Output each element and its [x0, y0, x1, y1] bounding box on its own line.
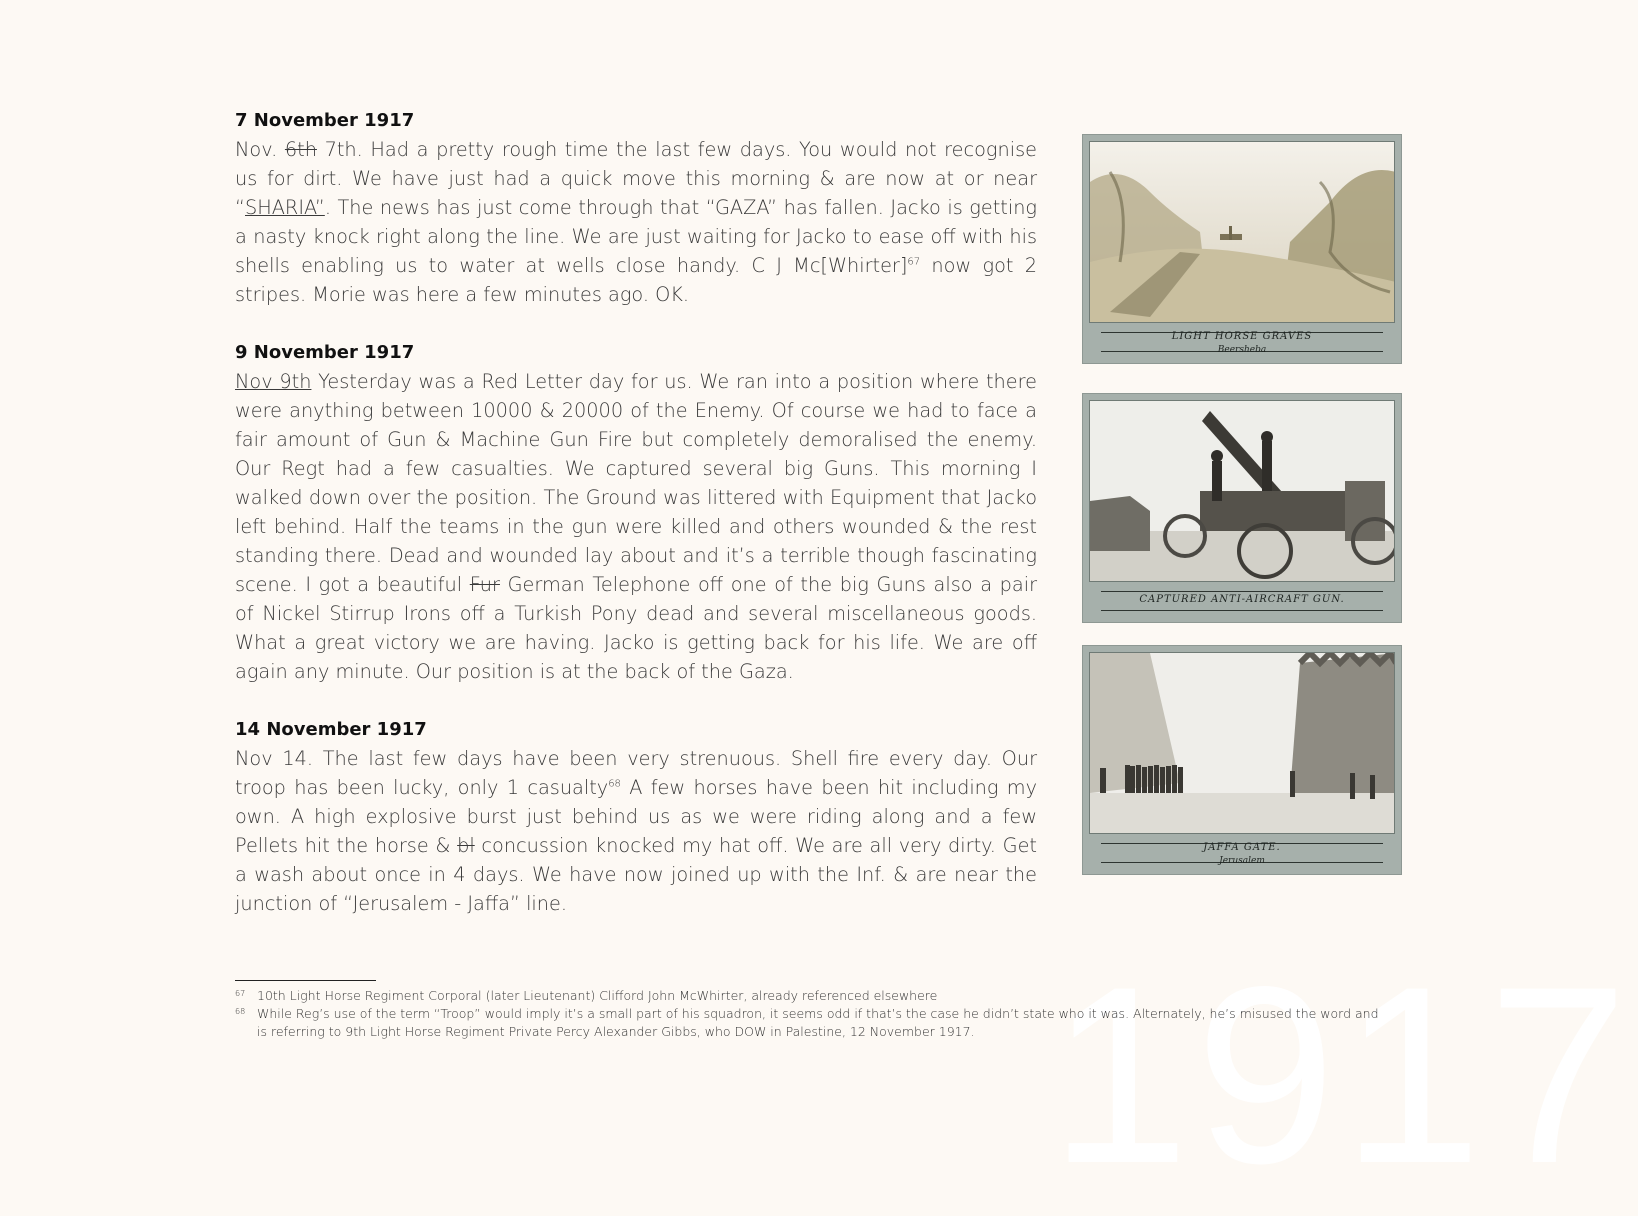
diary-entry	[235, 338, 1037, 686]
photo-caption-strip	[1083, 323, 1401, 363]
photo-image	[1089, 400, 1395, 582]
photo-image	[1089, 141, 1395, 323]
entry-body	[235, 367, 1037, 686]
footnote	[235, 1005, 1385, 1041]
entry-text: Fur	[469, 573, 500, 596]
photo-light-horse-graves	[1082, 134, 1402, 364]
photo-subcaption: Jerusalem	[1219, 856, 1265, 866]
entry-text: A few horses have been hit including my own. A high explosive burst just behind us as we were riding along and a few Pellets hit the horse &	[235, 776, 1037, 857]
entry-text: SHARIA”	[245, 196, 325, 219]
year-watermark: 1917	[1049, 935, 1634, 1216]
entry-text: Nov 9th	[235, 370, 312, 393]
photo-caption: LIGHT HORSE GRAVES	[1171, 331, 1313, 342]
photo-caption-strip	[1083, 834, 1401, 874]
footnote	[235, 987, 1385, 1005]
entry-text: . The news has just come through that “GAZA” has fallen. Jacko is getting a nasty knock right along the line. We are just waiting for Jacko to ease off with his shells enabling us to water at wells close handy. C J Mc[Whirter]	[235, 196, 1037, 277]
entry-heading: 14 November 1917	[235, 719, 427, 740]
entry-text: 7th. Had a pretty rough time the last few days. You would not recognise us for dirt. We have just had a quick move this morning & are now at or near “	[235, 138, 1037, 219]
footnote-rule	[235, 980, 376, 981]
footnote-number: 68	[235, 1007, 246, 1016]
entry-heading: 7 November 1917	[235, 110, 415, 131]
entry-body	[235, 135, 1037, 309]
photo-jaffa-gate	[1082, 645, 1402, 875]
footnote-number: 67	[235, 989, 246, 998]
entry-text: 6th	[284, 138, 317, 161]
diary-entries	[235, 106, 1037, 947]
entry-text: Nov 14. The last few days have been very strenuous. Shell fire every day. Our troop has been lucky, only 1 casualty	[235, 747, 1037, 799]
graves-photo-illustration	[1090, 142, 1395, 322]
entry-text: Yesterday was a Red Letter day for us. We ran into a position where there were anything between 10000 & 20000 of the Enemy. Of course we had to face a fair amount of Gun & Machine Gun Fire but completely demoralised the enemy. Our Regt had a few casualties. We captured several big Guns. This morning I walked down over the position. The Ground was littered with Equipment that Jacko left behind. Half the teams in the gun were killed and others wounded & the rest standing there. Dead and wounded lay about and it’s a terrible though fascinating scene. I got a beautiful	[235, 370, 1038, 596]
jaffa-gate-photo-illustration	[1090, 653, 1395, 833]
entry-text: German Telephone off one of the big Guns also a pair of Nickel Stirrup Irons off a Turkish Pony dead and several miscellaneous goods. What a great victory we are having. Jacko is getting back for his life. We are off again any minute. Our position is at the back of the Gaza.	[235, 573, 1037, 683]
footnote-text: While Reg’s use of the term “Troop” would imply it’s a small part of his squadron, it seems odd if that’s the case he didn’t state who it was. Alternately, he’s misused the word and is referring to 9th Light Horse Regiment Private Percy Alexander Gibbs, who DOW in Palestine, 12 November 1917.	[257, 1006, 1379, 1039]
photo-caption: CAPTURED ANTI-AIRCRAFT GUN.	[1139, 594, 1345, 605]
gun-photo-illustration	[1090, 401, 1395, 581]
footnote-reference: 68	[608, 778, 621, 790]
entry-text: now got 2 stripes. Morie was here a few minutes ago. OK.	[235, 254, 1037, 306]
entry-text: concussion knocked my hat off. We are all very dirty. Get a wash about once in 4 days. We have now joined up with the Inf. & are near the junction of “Jerusalem - Jaffa” line.	[235, 834, 1037, 915]
diary-entry	[235, 715, 1037, 918]
photo-captured-gun	[1082, 393, 1402, 623]
photo-image	[1089, 652, 1395, 834]
entry-text: Nov.	[235, 138, 285, 161]
photo-subcaption: Beersheba	[1217, 345, 1267, 355]
entry-body	[235, 744, 1037, 918]
entry-text: bl	[457, 834, 475, 857]
footnote-reference: 67	[907, 256, 921, 268]
footnotes	[235, 980, 1385, 1041]
diary-entry	[235, 106, 1037, 309]
footnote-text: 10th Light Horse Regiment Corporal (later Lieutenant) Clifford John McWhirter, already referenced elsewhere	[257, 988, 938, 1003]
photo-caption: JAFFA GATE.	[1203, 842, 1281, 853]
entry-heading: 9 November 1917	[235, 342, 415, 363]
photo-caption-strip	[1083, 582, 1401, 622]
